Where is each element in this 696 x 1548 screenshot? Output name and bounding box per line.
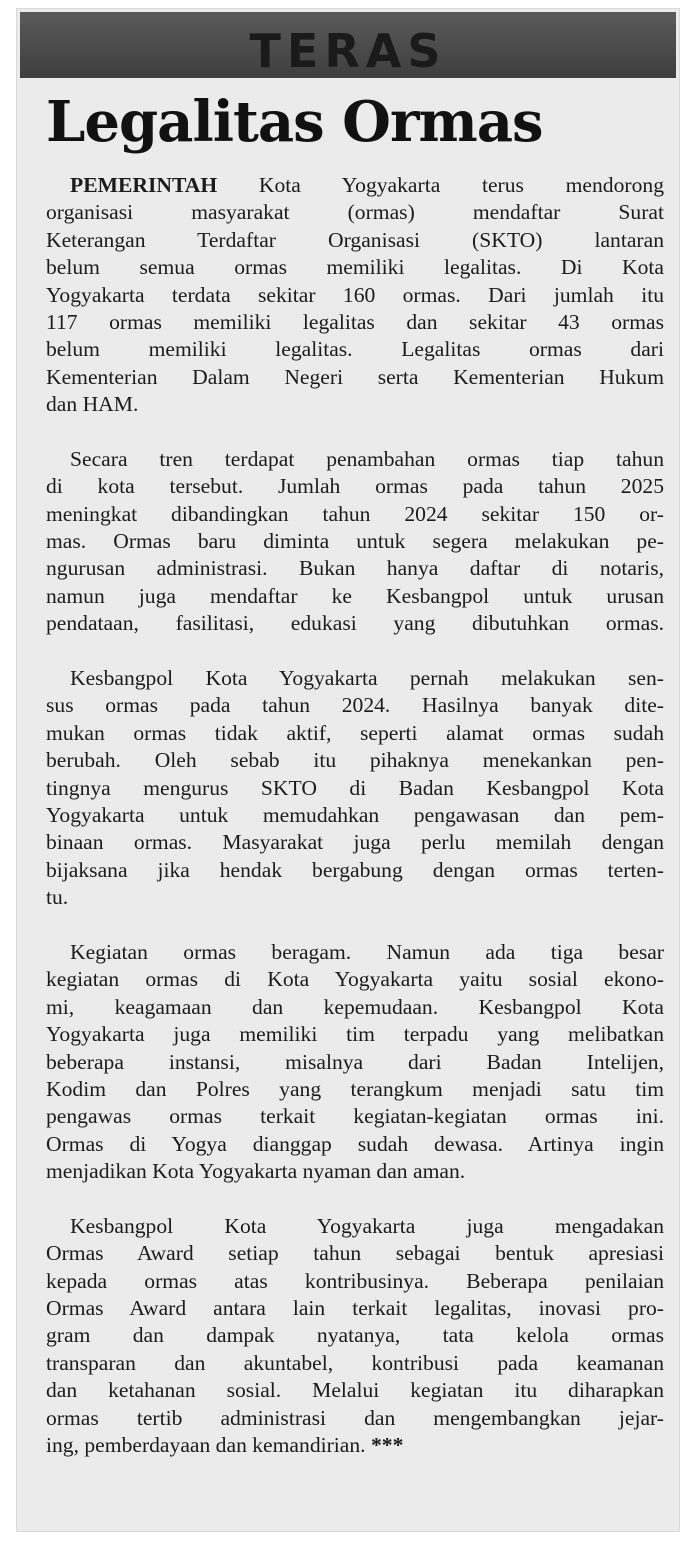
text-line: Kodim dan Polres yang terangkum menjadi satu tim — [46, 1076, 664, 1101]
paragraph-4 — [46, 939, 664, 1186]
text-line: belum memiliki legalitas. Legalitas ormas dari — [46, 337, 664, 362]
text-line: tu. — [46, 885, 69, 910]
text-line: Secara tren terdapat penambahan ormas tiap tahun — [70, 446, 664, 471]
text-line: meningkat dibandingkan tahun 2024 sekitar 150 or- — [46, 501, 664, 526]
text-line: Yogyakarta terdata sekitar 160 ormas. Dari jumlah itu — [46, 282, 664, 307]
paragraph-3 — [46, 665, 664, 912]
text-line: kepada ormas atas kontribusinya. Beberapa penilaian — [46, 1268, 664, 1293]
text-line: bijaksana jika hendak bergabung dengan ormas terten- — [46, 857, 664, 882]
text-line: di kota tersebut. Jumlah ormas pada tahun 2025 — [46, 474, 664, 499]
text-line: Yogyakarta untuk memudahkan pengawasan dan pem- — [46, 802, 664, 827]
section-banner — [20, 12, 676, 78]
text-line: mukan ormas tidak aktif, seperti alamat ormas sudah — [46, 720, 664, 745]
text-line: 117 ormas memiliki legalitas dan sekitar 43 ormas — [46, 309, 664, 334]
article-body — [46, 172, 664, 1487]
text-line: namun juga mendaftar ke Kesbangpol untuk urusan — [46, 583, 664, 608]
text-line: Kementerian Dalam Negeri serta Kementerian Hukum — [46, 364, 664, 389]
end-mark: *** — [370, 1432, 404, 1457]
text-line: kegiatan ormas di Kota Yogyakarta yaitu sosial ekono- — [46, 967, 664, 992]
text-line: dan ketahanan sosial. Melalui kegiatan itu diharapkan — [46, 1378, 664, 1403]
text-line: Ormas di Yogya dianggap sudah dewasa. Artinya ingin — [46, 1131, 664, 1156]
text-line: transparan dan akuntabel, kontribusi pada keamanan — [46, 1350, 664, 1375]
section-kicker: TERAS — [249, 24, 447, 78]
paragraph-2 — [46, 446, 664, 638]
text-line: Kegiatan ormas beragam. Namun ada tiga besar — [70, 939, 664, 964]
text-line: ing, pemberdayaan dan kemandirian. *** — [46, 1432, 404, 1457]
text-line: pendataan, fasilitasi, edukasi yang dibutuhkan ormas. — [46, 611, 664, 636]
text-line: Ormas Award setiap tahun sebagai bentuk apresiasi — [46, 1241, 664, 1266]
text-line: dan HAM. — [46, 392, 139, 417]
text-line: menjadikan Kota Yogyakarta nyaman dan aman. — [46, 1159, 466, 1184]
lead-word: PEMERINTAH — [70, 173, 218, 197]
text-line: Ormas Award antara lain terkait legalitas, inovasi pro- — [46, 1296, 664, 1321]
text-line: PEMERINTAH Kota Yogyakarta terus mendorong — [70, 173, 664, 197]
paragraph-5 — [46, 1213, 664, 1460]
text-line: beberapa instansi, misalnya dari Badan Intelijen, — [46, 1049, 664, 1074]
text-line: Keterangan Terdaftar Organisasi (SKTO) lantaran — [46, 227, 664, 252]
text-line: tingnya mengurus SKTO di Badan Kesbangpol Kota — [46, 775, 664, 800]
text-line: belum semua ormas memiliki legalitas. Di Kota — [46, 255, 664, 280]
text-line: pengawas ormas terkait kegiatan-kegiatan ormas ini. — [46, 1104, 664, 1129]
text-line: binaan ormas. Masyarakat juga perlu memilah dengan — [46, 830, 664, 855]
text-line: gram dan dampak nyatanya, tata kelola ormas — [46, 1323, 664, 1348]
text-line: mi, keagamaan dan kepemudaan. Kesbangpol Kota — [46, 994, 664, 1019]
text-line: organisasi masyarakat (ormas) mendaftar Surat — [46, 200, 664, 225]
text-line: sus ormas pada tahun 2024. Hasilnya banyak dite- — [46, 693, 664, 718]
text-line: Yogyakarta juga memiliki tim terpadu yang melibatkan — [46, 1022, 664, 1047]
text-line: Kesbangpol Kota Yogyakarta juga mengadakan — [70, 1213, 664, 1238]
headline: Legalitas Ormas — [46, 89, 543, 155]
text-line: Kesbangpol Kota Yogyakarta pernah melakukan sen- — [70, 666, 664, 691]
text-line: berubah. Oleh sebab itu pihaknya menekankan pen- — [46, 748, 664, 773]
newspaper-clipping — [16, 8, 680, 1532]
text-line: ormas tertib administrasi dan mengembangkan jejar- — [46, 1405, 664, 1430]
paragraph-1 — [46, 172, 664, 419]
text-line: mas. Ormas baru diminta untuk segera melakukan pe- — [46, 529, 664, 554]
text-line: ngurusan administrasi. Bukan hanya daftar di notaris, — [46, 556, 664, 581]
